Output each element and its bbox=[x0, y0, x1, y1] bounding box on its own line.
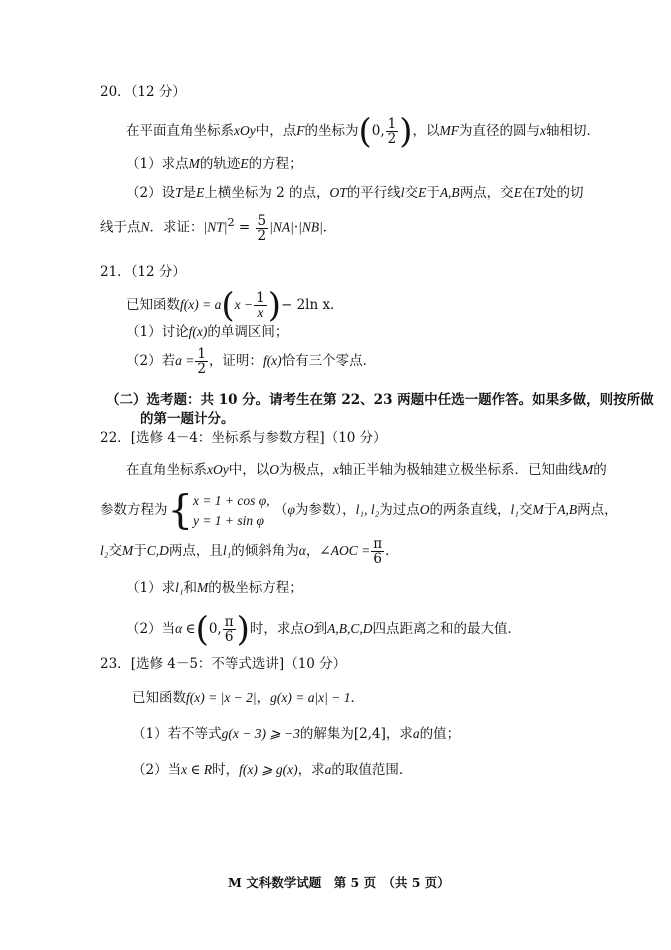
math: F bbox=[296, 123, 305, 138]
text: 已知函数 bbox=[132, 690, 186, 706]
text: 中，以 bbox=[228, 462, 270, 478]
text: 已知函数 bbox=[126, 297, 180, 313]
math: 0, bbox=[208, 621, 222, 637]
text: 恰有三个零点． bbox=[281, 353, 377, 369]
math: xOy bbox=[207, 462, 229, 477]
q20-part2 bbox=[126, 183, 583, 203]
q20-part2-cont bbox=[100, 206, 336, 245]
math: a bbox=[412, 726, 420, 741]
math: |NT| bbox=[203, 219, 228, 235]
math: |NA| bbox=[269, 219, 294, 235]
text: （1）求点 bbox=[126, 156, 189, 172]
equation: y = 1 + sin φ bbox=[192, 512, 265, 528]
math: [2,4] bbox=[353, 726, 386, 742]
math: T bbox=[535, 185, 543, 200]
text: 中，点 bbox=[255, 123, 297, 139]
paren-left: ( bbox=[358, 111, 372, 152]
text: 的解集为 bbox=[299, 726, 354, 742]
q23-number: 23． bbox=[100, 656, 131, 672]
q22-line2 bbox=[100, 488, 618, 532]
math: C,D bbox=[146, 543, 169, 558]
equation: x = 1 + cos φ, bbox=[192, 492, 270, 508]
equation-system bbox=[193, 491, 270, 531]
text: 两点，且 bbox=[168, 543, 223, 559]
math: O bbox=[419, 502, 430, 517]
math: − 2ln x． bbox=[280, 297, 344, 313]
text: 交 bbox=[404, 185, 419, 201]
math: E bbox=[196, 185, 205, 200]
denominator: 6 bbox=[224, 629, 234, 645]
q23-stem bbox=[132, 688, 364, 708]
math: f(x) bbox=[188, 324, 208, 339]
math: l₁, l₂ bbox=[355, 502, 380, 517]
q21-header bbox=[100, 262, 186, 282]
math: T bbox=[175, 185, 183, 200]
math: α ∈ bbox=[175, 621, 196, 636]
exponent: 2 bbox=[227, 216, 235, 229]
math: A,B bbox=[439, 185, 460, 200]
math: x bbox=[332, 462, 339, 477]
q22-title: [选修 4－4：坐标系与参数方程]（10 分） bbox=[130, 430, 387, 446]
math: = bbox=[234, 219, 255, 236]
text: 处的切 bbox=[542, 185, 584, 201]
text: ，证明： bbox=[208, 353, 263, 369]
numerator: 5 bbox=[257, 212, 267, 229]
math: A,B,C,D bbox=[327, 621, 373, 636]
q21-number: 21． bbox=[100, 264, 131, 280]
text: ． bbox=[350, 690, 364, 706]
fraction bbox=[195, 347, 208, 376]
text: 交 bbox=[519, 502, 533, 518]
text: 为过点 bbox=[379, 502, 420, 518]
text: （2）若 bbox=[126, 353, 176, 369]
text: ． bbox=[385, 543, 399, 559]
text: 的倾斜角为 bbox=[231, 543, 299, 559]
math: N bbox=[140, 219, 150, 235]
text: 两点，交 bbox=[459, 185, 514, 201]
text: （2）当 bbox=[126, 621, 176, 637]
q23-part2 bbox=[132, 760, 412, 780]
text: 交 bbox=[108, 543, 122, 559]
math: α bbox=[298, 543, 306, 558]
math: 0, bbox=[371, 123, 385, 139]
text: 轴正半轴为极轴建立极坐标系．已知曲线 bbox=[338, 462, 582, 478]
q22-line1 bbox=[126, 460, 607, 480]
text: 上横坐标为 2 的点， bbox=[204, 185, 330, 201]
text: 的两条直线， bbox=[429, 502, 511, 518]
text: 的轨迹 bbox=[199, 156, 241, 172]
math: φ bbox=[287, 502, 295, 517]
math: O bbox=[269, 462, 279, 477]
q22-header bbox=[100, 428, 387, 448]
math: E bbox=[513, 185, 522, 200]
math: a bbox=[324, 762, 332, 777]
math: f(x) = |x − 2| bbox=[186, 690, 257, 705]
paren-right: ) bbox=[267, 285, 281, 326]
text: 为直径的圆与 bbox=[459, 123, 540, 139]
text: （ bbox=[273, 502, 288, 518]
paren-right: ) bbox=[236, 609, 250, 650]
fraction bbox=[371, 537, 384, 566]
math: E bbox=[418, 185, 427, 200]
math: M bbox=[581, 462, 594, 477]
denominator: 2 bbox=[257, 227, 267, 244]
text: 于 bbox=[426, 185, 440, 201]
math: l₁ bbox=[510, 502, 519, 517]
text: ，求 bbox=[385, 726, 413, 742]
q20-number: 20． bbox=[100, 84, 131, 100]
text: （2）设 bbox=[126, 185, 176, 201]
denominator: 2 bbox=[197, 361, 206, 377]
math: M bbox=[532, 502, 544, 517]
denominator: 2 bbox=[387, 131, 397, 147]
math: l bbox=[400, 185, 405, 200]
text: 为参数）， bbox=[294, 502, 356, 518]
denominator: x bbox=[257, 305, 264, 320]
q22-line3 bbox=[100, 534, 399, 568]
text: （1）求 bbox=[126, 580, 176, 596]
numerator: 1 bbox=[197, 346, 206, 362]
text: 时，求点 bbox=[249, 621, 304, 637]
text: 的单调区间； bbox=[207, 324, 289, 340]
denominator: 6 bbox=[373, 551, 382, 567]
text: ， bbox=[256, 690, 271, 706]
math: M bbox=[188, 156, 200, 171]
q21-part2 bbox=[126, 344, 376, 378]
math: l₂ bbox=[100, 543, 109, 558]
fraction bbox=[254, 291, 267, 320]
text: ， bbox=[305, 543, 320, 559]
q20-score: （12 分） bbox=[130, 84, 186, 100]
fraction bbox=[223, 615, 236, 644]
text: 为极点， bbox=[278, 462, 333, 478]
q21-stem bbox=[126, 285, 344, 326]
q22-number: 22． bbox=[100, 430, 131, 446]
text: 的坐标为 bbox=[304, 123, 359, 139]
math: |NB| bbox=[298, 219, 323, 235]
text: 的方程； bbox=[248, 156, 303, 172]
text: 在 bbox=[521, 185, 536, 201]
q21-part1 bbox=[126, 322, 288, 342]
math: xOy bbox=[234, 123, 256, 138]
numerator: π bbox=[224, 614, 234, 630]
math: M bbox=[197, 580, 209, 595]
text: 的值； bbox=[419, 726, 461, 742]
numerator: π bbox=[373, 536, 383, 552]
brace-left: { bbox=[167, 487, 193, 534]
numerator: 1 bbox=[256, 290, 265, 306]
q22-part2 bbox=[126, 609, 521, 650]
text: 在直角坐标系 bbox=[126, 462, 207, 478]
q21-score: （12 分） bbox=[130, 264, 186, 280]
page-footer: M 文科数学试题 第 5 页 （共 5 页） bbox=[228, 875, 450, 890]
math: f(x) bbox=[180, 297, 199, 312]
q20-part1 bbox=[126, 154, 303, 174]
text: 到 bbox=[313, 621, 328, 637]
text: 时， bbox=[212, 762, 240, 778]
section2-line2: 的第一题计分。 bbox=[140, 411, 235, 427]
math: OT bbox=[329, 185, 347, 200]
text: ，以 bbox=[412, 123, 440, 139]
text: 于 bbox=[543, 502, 558, 518]
section2-line1: （二）选考题：共 10 分。请考生在第 22、23 两题中任选一题作答。如果多做，则按所做 bbox=[106, 392, 654, 408]
math: = a bbox=[198, 297, 222, 312]
math: · bbox=[293, 219, 299, 236]
math: M bbox=[121, 543, 134, 558]
math: l₁ bbox=[175, 580, 184, 595]
text: 两点， bbox=[577, 502, 618, 518]
text: ．求证： bbox=[149, 219, 204, 236]
math: x bbox=[540, 123, 546, 138]
text: 于 bbox=[133, 543, 147, 559]
math: A,B bbox=[557, 502, 578, 517]
fraction bbox=[386, 117, 399, 146]
math: l₁ bbox=[222, 543, 232, 558]
math: a = bbox=[175, 353, 195, 368]
math: f(x) ⩾ g(x) bbox=[239, 762, 298, 777]
q20-stem bbox=[126, 111, 600, 152]
q20-header bbox=[100, 82, 186, 102]
text: ，求 bbox=[297, 762, 325, 778]
math: MF bbox=[439, 123, 459, 138]
math: g(x − 3) ⩾ −3 bbox=[221, 726, 300, 741]
text: 和 bbox=[183, 580, 198, 596]
math: E bbox=[240, 156, 249, 171]
paren-right: ) bbox=[399, 111, 413, 152]
text: 在平面直角坐标系 bbox=[126, 123, 234, 139]
math: g(x) = a|x| − 1 bbox=[270, 690, 351, 705]
text: ． bbox=[322, 219, 337, 236]
text: 的取值范围． bbox=[331, 762, 413, 778]
math: f(x) bbox=[262, 353, 282, 368]
text: 的平行线 bbox=[346, 185, 401, 201]
paren-left: ( bbox=[221, 285, 235, 326]
text: 四点距离之和的最大值． bbox=[372, 621, 521, 637]
text: 的 bbox=[593, 462, 607, 478]
text: 线于点 bbox=[100, 219, 141, 236]
numerator: 1 bbox=[387, 116, 397, 132]
text: 参数方程为 bbox=[100, 502, 168, 518]
text: （2）当 bbox=[132, 762, 182, 778]
text: 是 bbox=[182, 185, 197, 201]
paren-left: ( bbox=[195, 609, 209, 650]
text: 轴相切． bbox=[546, 123, 600, 139]
math: x ∈ R bbox=[181, 762, 213, 777]
text: 的极坐标方程； bbox=[208, 580, 303, 596]
math: ∠AOC = bbox=[319, 543, 371, 558]
math: x − bbox=[234, 297, 254, 312]
text: （1）讨论 bbox=[126, 324, 189, 340]
fraction bbox=[256, 214, 269, 243]
q22-part1 bbox=[126, 578, 303, 598]
math: O bbox=[303, 621, 314, 636]
text: （1）若不等式 bbox=[132, 726, 222, 742]
q23-header bbox=[100, 654, 346, 674]
q23-title: [选修 4－5：不等式选讲]（10 分） bbox=[130, 656, 347, 672]
q23-part1 bbox=[132, 724, 460, 744]
